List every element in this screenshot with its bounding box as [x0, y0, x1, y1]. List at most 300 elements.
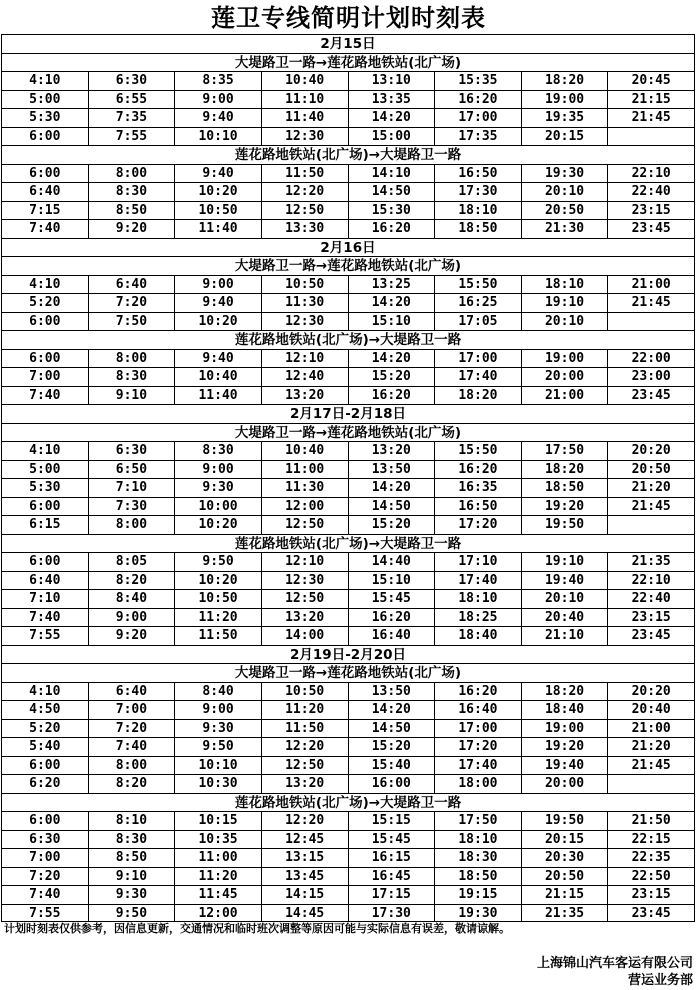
- timetable-row: [1, 848, 695, 867]
- departure-time: 8:20: [88, 775, 175, 793]
- departure-time: 14:20: [348, 701, 435, 719]
- departure-time: 18:10: [434, 831, 521, 849]
- departure-time: 7:35: [88, 109, 175, 127]
- departure-time: 21:00: [607, 720, 695, 738]
- departure-time: 5:30: [1, 479, 88, 497]
- period-date-row: [1, 645, 695, 664]
- departure-time: 18:00: [434, 775, 521, 793]
- departure-time: 7:50: [88, 313, 175, 331]
- departure-time: 22:00: [607, 350, 695, 368]
- departure-time: 19:00: [521, 91, 608, 109]
- timetable-row: [1, 515, 695, 534]
- departure-time: 21:20: [607, 738, 695, 756]
- departure-time: 21:50: [607, 812, 695, 830]
- departure-time: 10:00: [174, 498, 261, 516]
- departure-time: 16:35: [434, 479, 521, 497]
- departure-time: 17:00: [434, 720, 521, 738]
- departure-time: 4:10: [1, 683, 88, 701]
- departure-time: 14:50: [348, 498, 435, 516]
- departure-time: 23:45: [607, 905, 695, 922]
- departure-time: 21:15: [521, 886, 608, 904]
- timetable: [1, 34, 695, 922]
- departure-time: 15:45: [348, 831, 435, 849]
- departure-time: 5:20: [1, 720, 88, 738]
- departure-time: 6:15: [1, 516, 88, 534]
- departure-time: 13:45: [261, 868, 348, 886]
- departure-time: 9:40: [174, 294, 261, 312]
- timetable-row: [1, 589, 695, 608]
- departure-time: 16:25: [434, 294, 521, 312]
- departure-time: 12:50: [261, 202, 348, 220]
- timetable-row: [1, 108, 695, 127]
- departure-time: 10:30: [174, 775, 261, 793]
- departure-time: 8:00: [88, 757, 175, 775]
- departure-time: 14:50: [348, 183, 435, 201]
- departure-time: 10:50: [174, 202, 261, 220]
- departure-time: 22:10: [607, 572, 695, 590]
- departure-time: 8:20: [88, 572, 175, 590]
- departure-time: 15:45: [348, 590, 435, 608]
- departure-time: 6:40: [1, 183, 88, 201]
- departure-time: 18:50: [521, 479, 608, 497]
- departure-time: 15:10: [348, 572, 435, 590]
- departure-time: 10:10: [174, 128, 261, 146]
- departure-time: 15:50: [434, 442, 521, 460]
- departure-time: 16:40: [348, 627, 435, 645]
- departure-time: 6:20: [1, 775, 88, 793]
- departure-time: 6:55: [88, 91, 175, 109]
- direction-header-row: [1, 423, 695, 442]
- timetable-row: [1, 811, 695, 830]
- departure-time: 5:40: [1, 738, 88, 756]
- timetable-row: [1, 756, 695, 775]
- departure-time: 20:00: [521, 368, 608, 386]
- direction-label: 大堤路卫一路→莲花路地铁站(北广场): [1, 257, 695, 275]
- departure-time: 9:50: [88, 905, 175, 922]
- timetable-row: [1, 201, 695, 220]
- departure-time: 15:30: [348, 202, 435, 220]
- timetable-row: [1, 441, 695, 460]
- departure-time: 12:20: [261, 183, 348, 201]
- departure-time: 16:20: [434, 91, 521, 109]
- departure-time: 22:50: [607, 868, 695, 886]
- departure-time: 23:15: [607, 609, 695, 627]
- departure-time: 12:30: [261, 128, 348, 146]
- direction-header-row: [1, 145, 695, 164]
- direction-label: 莲花路地铁站(北广场)→大堤路卫一路: [1, 146, 695, 164]
- departure-time: 18:50: [434, 868, 521, 886]
- departure-time: 5:00: [1, 461, 88, 479]
- departure-time: 14:20: [348, 479, 435, 497]
- departure-time: 16:45: [348, 868, 435, 886]
- departure-time: 6:30: [88, 442, 175, 460]
- departure-time: [607, 128, 695, 146]
- departure-time: 17:40: [434, 368, 521, 386]
- departure-time: 10:40: [261, 72, 348, 90]
- departure-time: 21:15: [607, 91, 695, 109]
- departure-time: 15:50: [434, 276, 521, 294]
- departure-time: 7:55: [1, 627, 88, 645]
- departure-time: 23:45: [607, 220, 695, 238]
- departure-time: 19:20: [521, 738, 608, 756]
- departure-time: 18:40: [521, 701, 608, 719]
- departure-time: 18:10: [434, 202, 521, 220]
- departure-time: 18:40: [434, 627, 521, 645]
- departure-time: 14:50: [348, 720, 435, 738]
- timetable-row: [1, 127, 695, 146]
- departure-time: 18:20: [521, 683, 608, 701]
- departure-time: 10:20: [174, 183, 261, 201]
- departure-time: 7:40: [88, 738, 175, 756]
- departure-time: 18:20: [434, 387, 521, 405]
- departure-time: 19:15: [434, 886, 521, 904]
- departure-time: 16:20: [434, 461, 521, 479]
- departure-time: 12:30: [261, 313, 348, 331]
- departure-time: 6:40: [88, 683, 175, 701]
- departure-time: 17:50: [434, 812, 521, 830]
- departure-time: 15:40: [348, 757, 435, 775]
- direction-label: 莲花路地铁站(北广场)→大堤路卫一路: [1, 794, 695, 812]
- departure-time: 16:20: [348, 220, 435, 238]
- departure-time: 21:45: [607, 498, 695, 516]
- departure-time: [607, 313, 695, 331]
- departure-time: 9:50: [174, 738, 261, 756]
- departure-time: 6:00: [1, 128, 88, 146]
- departure-time: 15:35: [434, 72, 521, 90]
- departure-time: 14:20: [348, 294, 435, 312]
- departure-time: 7:40: [1, 886, 88, 904]
- departure-time: 7:15: [1, 202, 88, 220]
- timetable-row: [1, 219, 695, 238]
- departure-time: 19:30: [521, 165, 608, 183]
- departure-time: 9:10: [88, 868, 175, 886]
- departure-time: 22:40: [607, 183, 695, 201]
- period-date-row: [1, 238, 695, 257]
- departure-time: 17:30: [434, 183, 521, 201]
- departure-time: 14:20: [348, 350, 435, 368]
- departure-time: 6:30: [88, 72, 175, 90]
- departure-time: 11:20: [261, 701, 348, 719]
- departure-time: [607, 516, 695, 534]
- departure-time: 9:00: [174, 276, 261, 294]
- departure-time: 20:00: [521, 775, 608, 793]
- departure-time: 8:35: [174, 72, 261, 90]
- direction-label: 莲花路地铁站(北广场)→大堤路卫一路: [1, 535, 695, 553]
- departure-time: 7:40: [1, 609, 88, 627]
- departure-time: 6:00: [1, 498, 88, 516]
- timetable-row: [1, 460, 695, 479]
- departure-time: 13:50: [348, 683, 435, 701]
- timetable-row: [1, 386, 695, 405]
- departure-time: 19:50: [521, 812, 608, 830]
- direction-header-row: [1, 256, 695, 275]
- departure-time: 11:45: [174, 886, 261, 904]
- departure-time: 21:45: [607, 757, 695, 775]
- timetable-row: [1, 312, 695, 331]
- departure-time: 16:20: [434, 683, 521, 701]
- departure-time: 10:35: [174, 831, 261, 849]
- departure-time: 8:00: [88, 350, 175, 368]
- departure-time: 13:20: [261, 775, 348, 793]
- departure-time: 20:50: [607, 461, 695, 479]
- departure-time: 17:15: [348, 886, 435, 904]
- departure-time: 16:15: [348, 849, 435, 867]
- departure-time: 20:45: [607, 72, 695, 90]
- departure-time: 8:00: [88, 516, 175, 534]
- timetable-row: [1, 867, 695, 886]
- timetable-row: [1, 682, 695, 701]
- departure-time: 12:10: [261, 553, 348, 571]
- departure-time: 13:20: [348, 442, 435, 460]
- departure-time: 17:40: [434, 572, 521, 590]
- departure-time: 12:40: [261, 368, 348, 386]
- departure-time: 9:10: [88, 387, 175, 405]
- departure-time: 18:20: [521, 461, 608, 479]
- departure-time: 8:30: [174, 442, 261, 460]
- departure-time: 7:40: [1, 387, 88, 405]
- departure-time: 10:20: [174, 313, 261, 331]
- departure-time: 12:50: [261, 757, 348, 775]
- departure-time: 14:20: [348, 109, 435, 127]
- departure-time: 17:00: [434, 350, 521, 368]
- departure-time: 6:40: [1, 572, 88, 590]
- departure-time: 21:10: [521, 627, 608, 645]
- departure-time: 11:10: [261, 91, 348, 109]
- departure-time: 15:20: [348, 516, 435, 534]
- departure-time: 7:40: [1, 220, 88, 238]
- departure-time: 17:20: [434, 516, 521, 534]
- direction-header-row: [1, 53, 695, 72]
- departure-time: 21:00: [607, 276, 695, 294]
- departure-time: 19:00: [521, 720, 608, 738]
- departure-time: 9:50: [174, 553, 261, 571]
- departure-time: [607, 775, 695, 793]
- departure-time: 14:10: [348, 165, 435, 183]
- timetable-row: [1, 367, 695, 386]
- department-name: 营运业务部: [627, 973, 693, 988]
- departure-time: 14:45: [261, 905, 348, 922]
- timetable-row: [1, 497, 695, 516]
- departure-time: 21:45: [607, 294, 695, 312]
- footnote: 计划时刻表仅供参考，因信息更新，交通情况和临时班次调整等原因可能与实际信息有误差，敬请谅解。: [4, 922, 510, 935]
- direction-header-row: [1, 534, 695, 553]
- departure-time: 6:30: [1, 831, 88, 849]
- departure-time: 17:10: [434, 553, 521, 571]
- departure-time: 12:00: [261, 498, 348, 516]
- departure-time: 8:30: [88, 831, 175, 849]
- direction-label: 莲花路地铁站(北广场)→大堤路卫一路: [1, 331, 695, 349]
- departure-time: 8:05: [88, 553, 175, 571]
- departure-time: 11:40: [261, 109, 348, 127]
- direction-header-row: [1, 663, 695, 682]
- departure-time: 22:40: [607, 590, 695, 608]
- direction-label: 大堤路卫一路→莲花路地铁站(北广场): [1, 54, 695, 72]
- period-date: 2月17日-2月18日: [1, 405, 695, 423]
- departure-time: 13:10: [348, 72, 435, 90]
- direction-label: 大堤路卫一路→莲花路地铁站(北广场): [1, 664, 695, 682]
- departure-time: 8:40: [88, 590, 175, 608]
- timetable-row: [1, 830, 695, 849]
- departure-time: 13:35: [348, 91, 435, 109]
- departure-time: 20:40: [607, 701, 695, 719]
- departure-time: 4:10: [1, 276, 88, 294]
- departure-time: 19:30: [434, 905, 521, 922]
- departure-time: 4:10: [1, 442, 88, 460]
- departure-time: 7:00: [1, 368, 88, 386]
- departure-time: 7:20: [88, 294, 175, 312]
- departure-time: 8:50: [88, 202, 175, 220]
- departure-time: 9:00: [174, 701, 261, 719]
- departure-time: 12:50: [261, 516, 348, 534]
- departure-time: 12:45: [261, 831, 348, 849]
- departure-time: 14:40: [348, 553, 435, 571]
- departure-time: 17:20: [434, 738, 521, 756]
- departure-time: 19:40: [521, 757, 608, 775]
- direction-header-row: [1, 330, 695, 349]
- departure-time: 12:50: [261, 590, 348, 608]
- departure-time: 10:50: [174, 590, 261, 608]
- departure-time: 7:55: [1, 905, 88, 922]
- departure-time: 9:20: [88, 627, 175, 645]
- timetable-row: [1, 626, 695, 645]
- departure-time: 4:10: [1, 72, 88, 90]
- departure-time: 6:00: [1, 757, 88, 775]
- timetable-row: [1, 774, 695, 793]
- departure-time: 10:20: [174, 516, 261, 534]
- departure-time: 11:40: [174, 220, 261, 238]
- departure-time: 16:50: [434, 498, 521, 516]
- departure-time: 12:00: [174, 905, 261, 922]
- departure-time: 18:30: [434, 849, 521, 867]
- departure-time: 20:15: [521, 831, 608, 849]
- departure-time: 21:20: [607, 479, 695, 497]
- departure-time: 17:05: [434, 313, 521, 331]
- departure-time: 21:45: [607, 109, 695, 127]
- departure-time: 15:10: [348, 313, 435, 331]
- departure-time: 21:35: [521, 905, 608, 922]
- timetable-row: [1, 349, 695, 368]
- departure-time: 7:00: [88, 701, 175, 719]
- departure-time: 11:20: [174, 609, 261, 627]
- departure-time: 23:45: [607, 387, 695, 405]
- timetable-row: [1, 71, 695, 90]
- departure-time: 17:40: [434, 757, 521, 775]
- departure-time: 19:10: [521, 553, 608, 571]
- departure-time: 9:30: [174, 479, 261, 497]
- departure-time: 6:50: [88, 461, 175, 479]
- departure-time: 21:30: [521, 220, 608, 238]
- departure-time: 20:20: [607, 442, 695, 460]
- departure-time: 18:20: [521, 72, 608, 90]
- departure-time: 5:30: [1, 109, 88, 127]
- departure-time: 15:20: [348, 368, 435, 386]
- departure-time: 16:20: [348, 609, 435, 627]
- departure-time: 20:10: [521, 313, 608, 331]
- departure-time: 21:00: [521, 387, 608, 405]
- departure-time: 10:20: [174, 572, 261, 590]
- departure-time: 6:00: [1, 812, 88, 830]
- departure-time: 12:20: [261, 812, 348, 830]
- departure-time: 18:10: [521, 276, 608, 294]
- signature-block: [537, 955, 693, 989]
- timetable-row: [1, 90, 695, 109]
- departure-time: 4:50: [1, 701, 88, 719]
- departure-time: 11:00: [261, 461, 348, 479]
- departure-time: 13:25: [348, 276, 435, 294]
- departure-time: 15:20: [348, 738, 435, 756]
- departure-time: 9:00: [88, 609, 175, 627]
- period-date-row: [1, 404, 695, 423]
- departure-time: 9:30: [88, 886, 175, 904]
- departure-time: 18:50: [434, 220, 521, 238]
- departure-time: 20:10: [521, 590, 608, 608]
- timetable-row: [1, 293, 695, 312]
- departure-time: 16:00: [348, 775, 435, 793]
- departure-time: 19:10: [521, 294, 608, 312]
- departure-time: 20:50: [521, 868, 608, 886]
- timetable-row: [1, 182, 695, 201]
- departure-time: 8:50: [88, 849, 175, 867]
- departure-time: 19:20: [521, 498, 608, 516]
- departure-time: 8:30: [88, 368, 175, 386]
- departure-time: 19:40: [521, 572, 608, 590]
- departure-time: 9:40: [174, 109, 261, 127]
- departure-time: 22:10: [607, 165, 695, 183]
- departure-time: 6:00: [1, 313, 88, 331]
- departure-time: 7:55: [88, 128, 175, 146]
- departure-time: 6:40: [88, 276, 175, 294]
- departure-time: 12:20: [261, 738, 348, 756]
- departure-time: 8:30: [88, 183, 175, 201]
- departure-time: 10:15: [174, 812, 261, 830]
- timetable-row: [1, 164, 695, 183]
- departure-time: 14:15: [261, 886, 348, 904]
- departure-time: 13:15: [261, 849, 348, 867]
- departure-time: 10:10: [174, 757, 261, 775]
- departure-time: 9:00: [174, 91, 261, 109]
- departure-time: 10:40: [261, 442, 348, 460]
- departure-time: 11:50: [174, 627, 261, 645]
- period-date-row: [1, 34, 695, 53]
- departure-time: 13:30: [261, 220, 348, 238]
- departure-time: 11:50: [261, 720, 348, 738]
- departure-time: 10:50: [261, 683, 348, 701]
- departure-time: 7:00: [1, 849, 88, 867]
- timetable-row: [1, 571, 695, 590]
- departure-time: 7:20: [88, 720, 175, 738]
- departure-time: 23:45: [607, 627, 695, 645]
- departure-time: 6:00: [1, 350, 88, 368]
- timetable-row: [1, 885, 695, 904]
- departure-time: 20:30: [521, 849, 608, 867]
- departure-time: 11:00: [174, 849, 261, 867]
- period-date: 2月19日-2月20日: [1, 646, 695, 664]
- departure-time: 10:40: [174, 368, 261, 386]
- departure-time: 9:40: [174, 350, 261, 368]
- departure-time: 7:20: [1, 868, 88, 886]
- departure-time: 17:50: [521, 442, 608, 460]
- departure-time: 23:15: [607, 202, 695, 220]
- departure-time: 12:10: [261, 350, 348, 368]
- departure-time: 7:10: [1, 590, 88, 608]
- departure-time: 15:15: [348, 812, 435, 830]
- departure-time: 23:15: [607, 886, 695, 904]
- departure-time: 16:20: [348, 387, 435, 405]
- departure-time: 9:00: [174, 461, 261, 479]
- departure-time: 7:10: [88, 479, 175, 497]
- departure-time: 22:35: [607, 849, 695, 867]
- departure-time: 13:20: [261, 387, 348, 405]
